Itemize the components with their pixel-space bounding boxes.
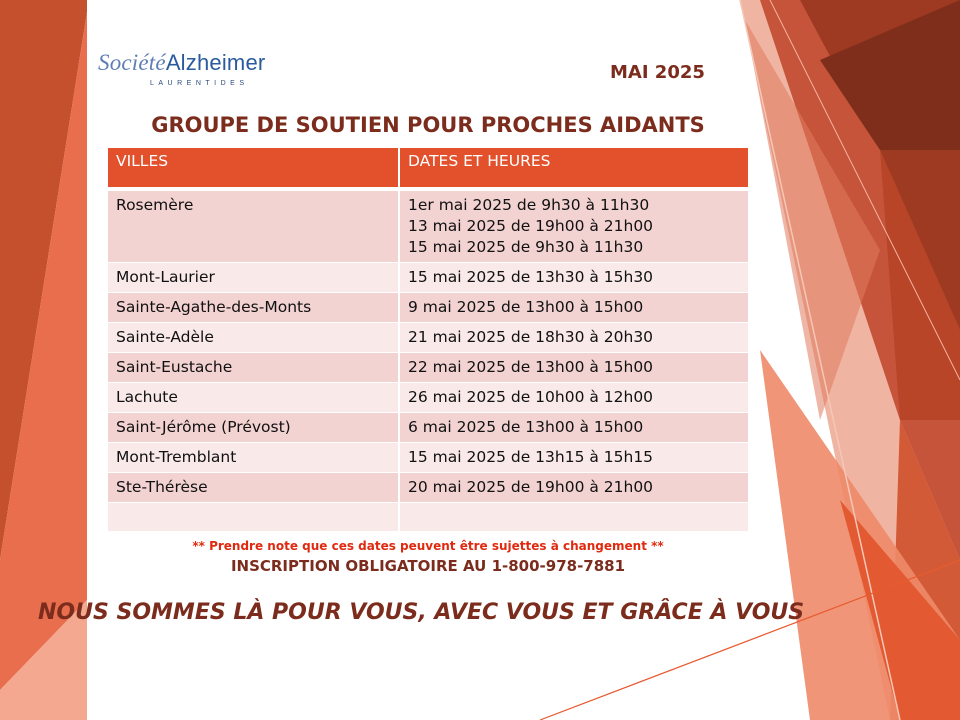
city-cell: Saint-Jérôme (Prévost) (108, 413, 399, 443)
dates-cell: 9 mai 2025 de 13h00 à 15h00 (399, 293, 748, 323)
dates-cell: 20 mai 2025 de 19h00 à 21h00 (399, 473, 748, 503)
logo-wordmark (98, 50, 308, 76)
city-cell: Mont-Tremblant (108, 443, 399, 473)
city-cell: Sainte-Agathe-des-Monts (108, 293, 399, 323)
logo-part1: Société (98, 50, 166, 75)
logo-region: LAURENTIDES (150, 80, 249, 87)
table-row (108, 353, 748, 383)
schedule-table (108, 148, 748, 532)
table-row (108, 263, 748, 293)
motto: NOUS SOMMES LÀ POUR VOUS, AVEC VOUS ET GRÂCE À VOUS (38, 600, 805, 625)
table-row (108, 323, 748, 353)
table-row (108, 413, 748, 443)
dates-cell (399, 503, 748, 532)
header-dates: DATES ET HEURES (399, 148, 748, 189)
page-title: GROUPE DE SOUTIEN POUR PROCHES AIDANTS (151, 113, 705, 137)
city-cell: Mont-Laurier (108, 263, 399, 293)
date-line: 13 mai 2025 de 19h00 à 21h00 (408, 217, 654, 235)
dates-cell: 26 mai 2025 de 10h00 à 12h00 (399, 383, 748, 413)
city-cell: Rosemère (108, 189, 399, 263)
table-row (108, 473, 748, 503)
city-cell (108, 503, 399, 532)
registration-info: INSCRIPTION OBLIGATOIRE AU 1-800-978-7881 (230, 557, 626, 575)
date-line: 15 mai 2025 de 9h30 à 11h30 (408, 238, 644, 256)
change-notice: ** Prendre note que ces dates peuvent être sujettes à changement ** (192, 539, 664, 553)
dates-cell: 15 mai 2025 de 13h30 à 15h30 (399, 263, 748, 293)
table-row (108, 293, 748, 323)
table-row-empty (108, 503, 748, 532)
city-cell: Lachute (108, 383, 399, 413)
table-row (108, 189, 748, 263)
dates-cell (399, 189, 748, 263)
dates-cell: 6 mai 2025 de 13h00 à 15h00 (399, 413, 748, 443)
city-cell: Ste-Thérèse (108, 473, 399, 503)
dates-cell: 21 mai 2025 de 18h30 à 20h30 (399, 323, 748, 353)
date-line: 1er mai 2025 de 9h30 à 11h30 (408, 196, 650, 214)
header-cities: VILLES (108, 148, 399, 189)
table-row (108, 443, 748, 473)
dates-cell: 15 mai 2025 de 13h15 à 15h15 (399, 443, 748, 473)
logo (98, 50, 308, 87)
table-row (108, 383, 748, 413)
month-label: MAI 2025 (610, 62, 705, 83)
table-header-row (108, 148, 748, 189)
city-cell: Sainte-Adèle (108, 323, 399, 353)
logo-part2: Alzheimer (165, 50, 266, 75)
city-cell: Saint-Eustache (108, 353, 399, 383)
dates-cell: 22 mai 2025 de 13h00 à 15h00 (399, 353, 748, 383)
